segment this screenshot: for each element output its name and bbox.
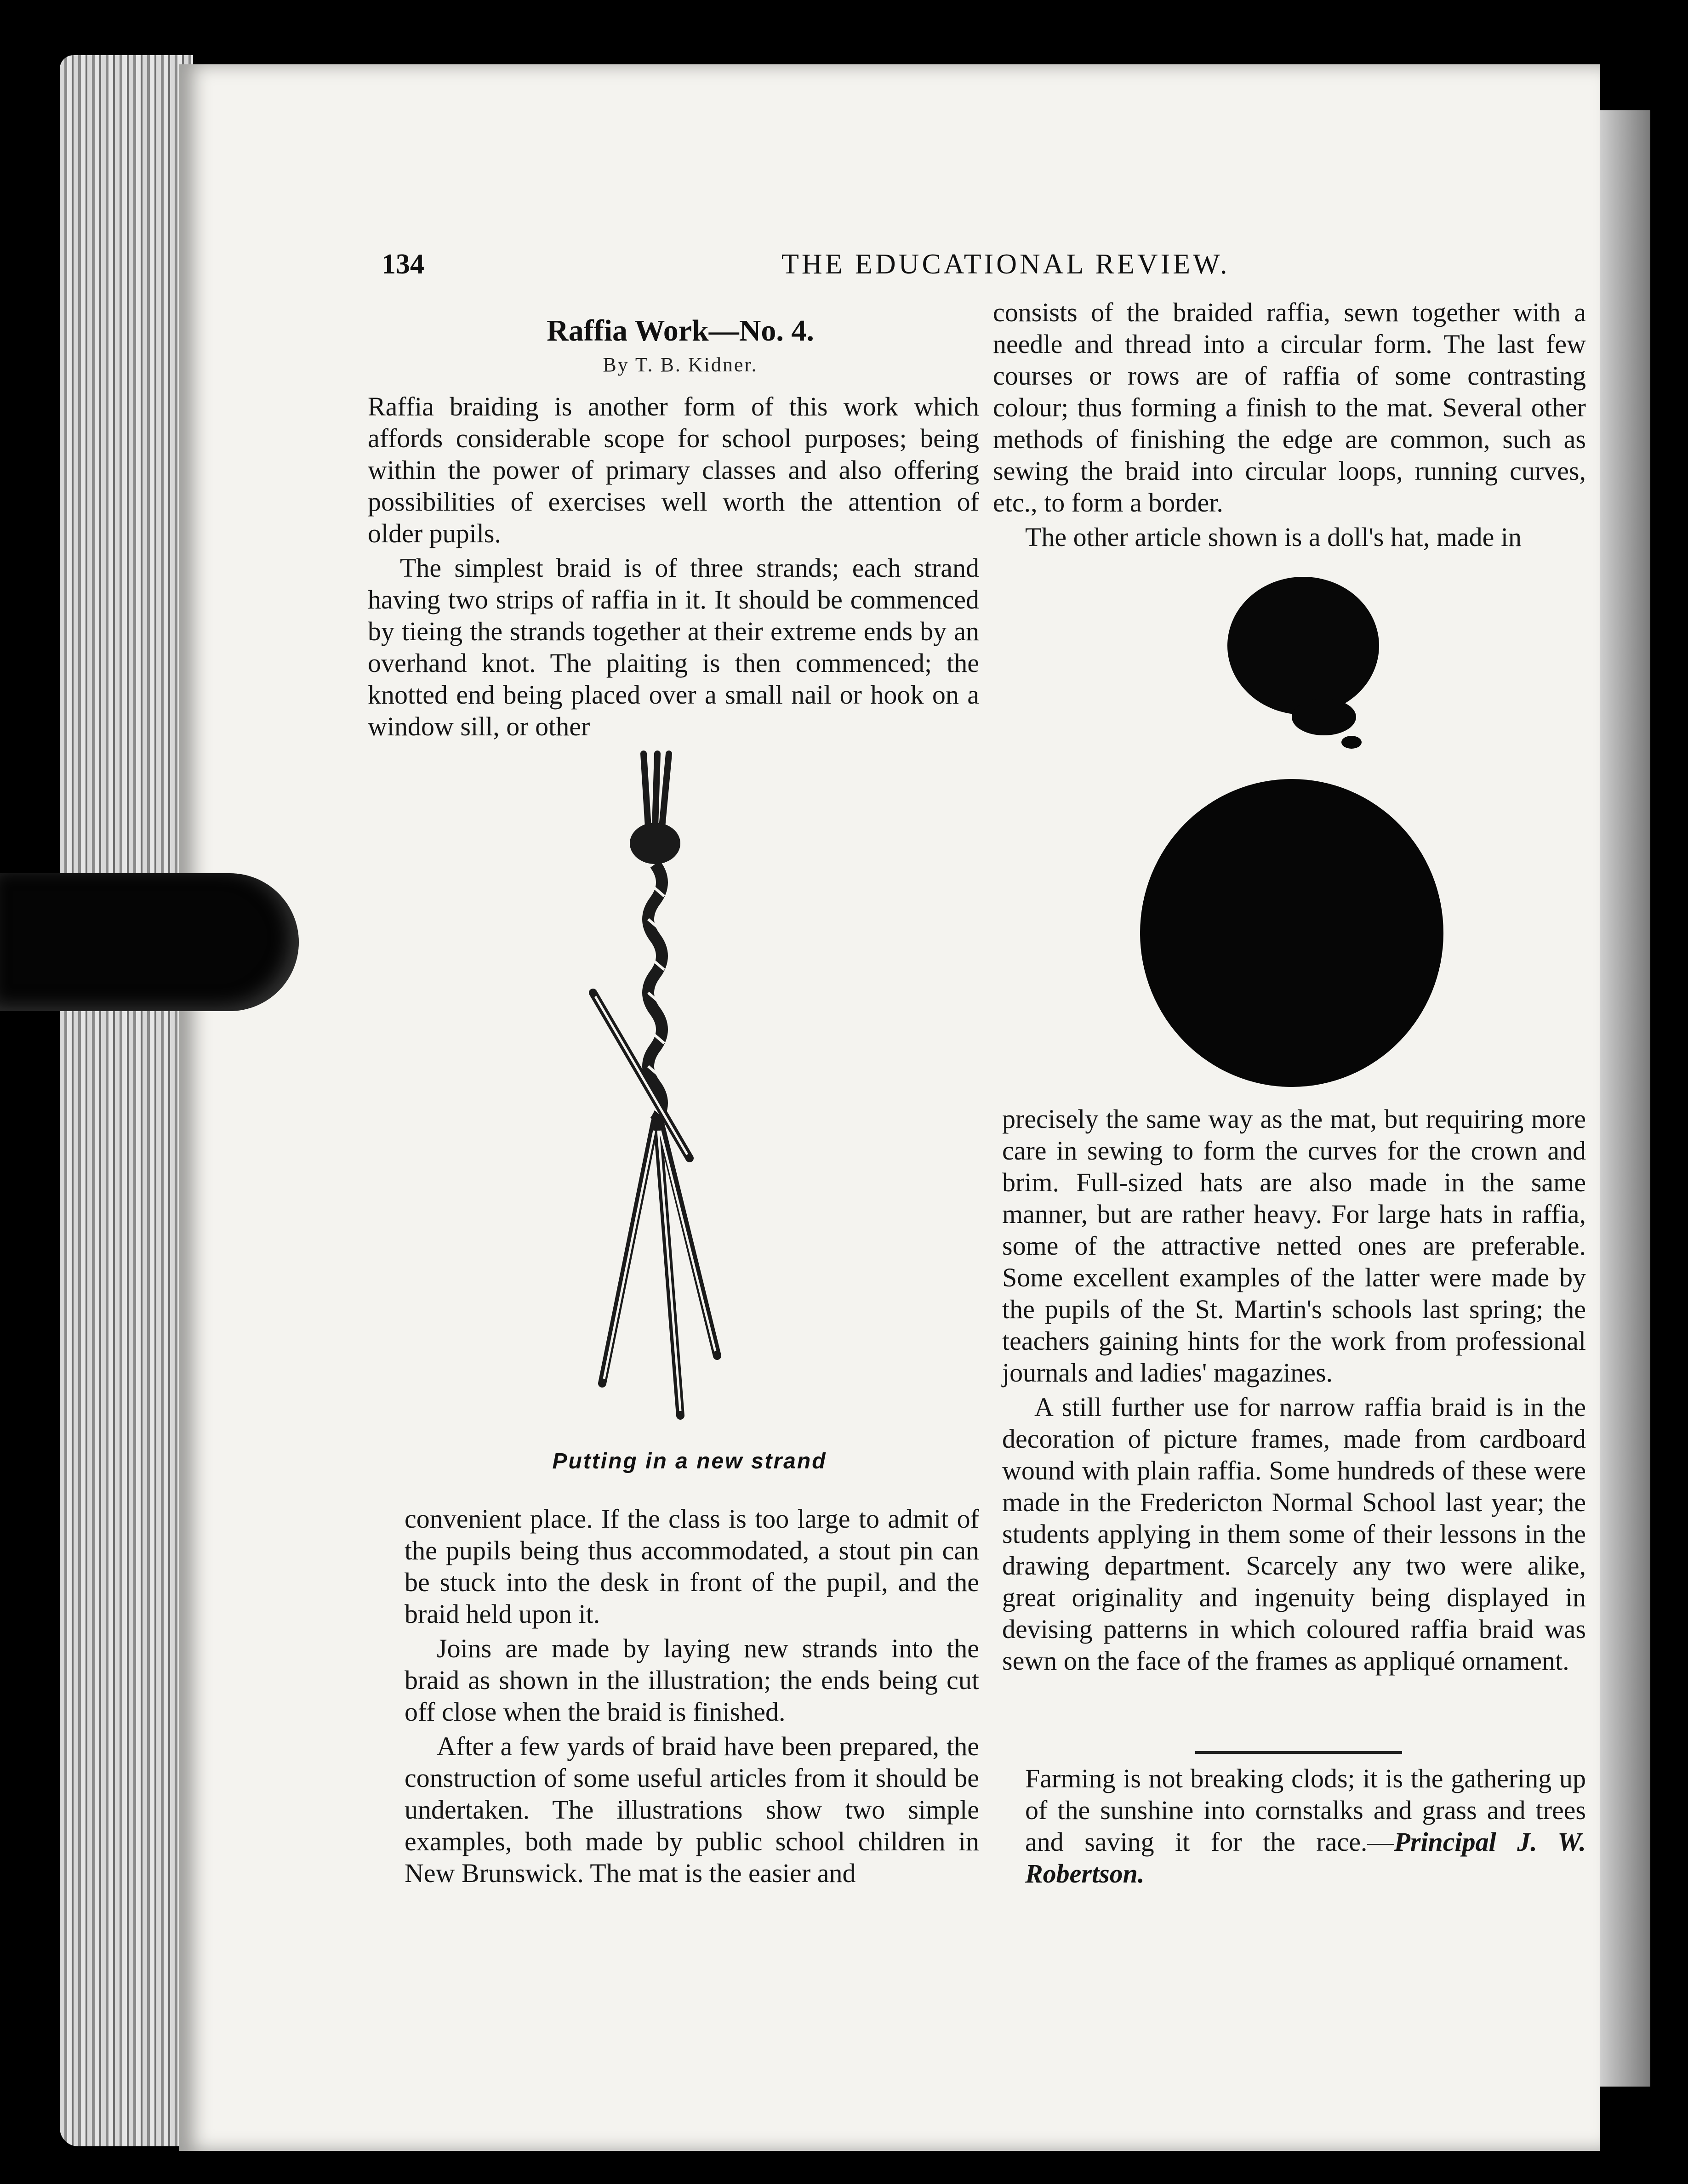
braid-illustration <box>575 745 804 1425</box>
paragraph: The simplest braid is of three strands; each strand having two strips of raffia in it. It should be commenced by tieing the strands together at their extreme ends by an overhand knot. The plaiting is then commenced; the knotted end being placed over a small nail or hook on a window sill, or other <box>368 553 979 741</box>
facing-page-edge <box>1600 110 1650 2087</box>
right-column-top <box>993 296 1586 556</box>
paragraph: Joins are made by laying new strands into the braid as shown in the illustration; the ends being cut off close when the braid is finished. <box>405 1633 979 1727</box>
left-column-bottom <box>405 1503 979 1892</box>
paragraph: A still further use for narrow raffia braid is in the decoration of picture frames, made from cardboard wound with plain raffia. Some hundreds of these were made in the Fredericton Normal School last year; the students applying in them some of their lessons in the drawing department. Scarcely any two were alike, great originality and ingenuity being displayed in devising patterns in which coloured raffia braid was sewn on the face of the frames as appliqué ornament. <box>1002 1392 1586 1676</box>
quote-paragraph <box>1025 1763 1586 1889</box>
paragraph: The other article shown is a doll's hat, made in <box>1025 522 1522 552</box>
quote-text: Farming is not breaking clods; it is the gathering up of the sunshine into cornstalks and grass and trees and saving it for the race.— <box>1025 1763 1586 1857</box>
paragraph: Raffia braiding is another form of this work which affords considerable scope for school purposes; being within the power of primary classes and also offering possibilities of exercises well worth the attention of older pupils. <box>368 392 979 548</box>
paragraph: consists of the braided raffia, sewn together with a needle and thread into a circular form. The last few courses or rows are of raffia of some contrasting colour; thus forming a finish to the mat. Several other methods of finishing the edge are common, such as sewing the braid into circular loops, running curves, etc., to form a border. <box>993 297 1586 518</box>
paragraph: precisely the same way as the mat, but requiring more care in sewing to form the curves for the crown and brim. Full-sized hats are also made in the same manner, but are rather heavy. For large hats in raffia, some of the attractive netted ones are preferable. Some excellent examples of the latter were made by the pupils of the St. Martin's schools last spring; the teachers gaining hints for the work from professional journals and ladies' magazines. <box>1002 1104 1586 1388</box>
right-column-middle <box>1002 1103 1586 1679</box>
quote-attribution: Principal J. W. Robertson. <box>1025 1827 1586 1888</box>
book-page-edges <box>60 55 193 2146</box>
article-title: Raffia Work—No. 4. <box>547 314 814 347</box>
left-column-top <box>368 391 979 745</box>
paragraph: convenient place. If the class is too large to admit of the pupils being thus accommodated, a stout pin can be stuck into the desk in front of the pupil, and the braid held upon it. <box>405 1504 979 1629</box>
running-header <box>382 248 1572 285</box>
section-divider <box>1195 1751 1402 1754</box>
page-number: 134 <box>382 249 424 280</box>
raffia-mat-photo <box>1131 772 1453 1094</box>
dolls-hat-photo <box>1204 565 1397 758</box>
closing-quote <box>1025 1763 1586 1892</box>
journal-title: THE EDUCATIONAL REVIEW. <box>781 249 1230 280</box>
paragraph: After a few yards of braid have been prepared, the construction of some useful articles from it should be undertaken. The illustrations show two simple examples, both made by public school children in New Brunswick. The mat is the easier and <box>405 1731 979 1888</box>
article-byline: By T. B. Kidner. <box>603 353 758 376</box>
thumb-holding-page <box>0 873 299 1011</box>
figure-caption: Putting in a new strand <box>552 1449 827 1473</box>
